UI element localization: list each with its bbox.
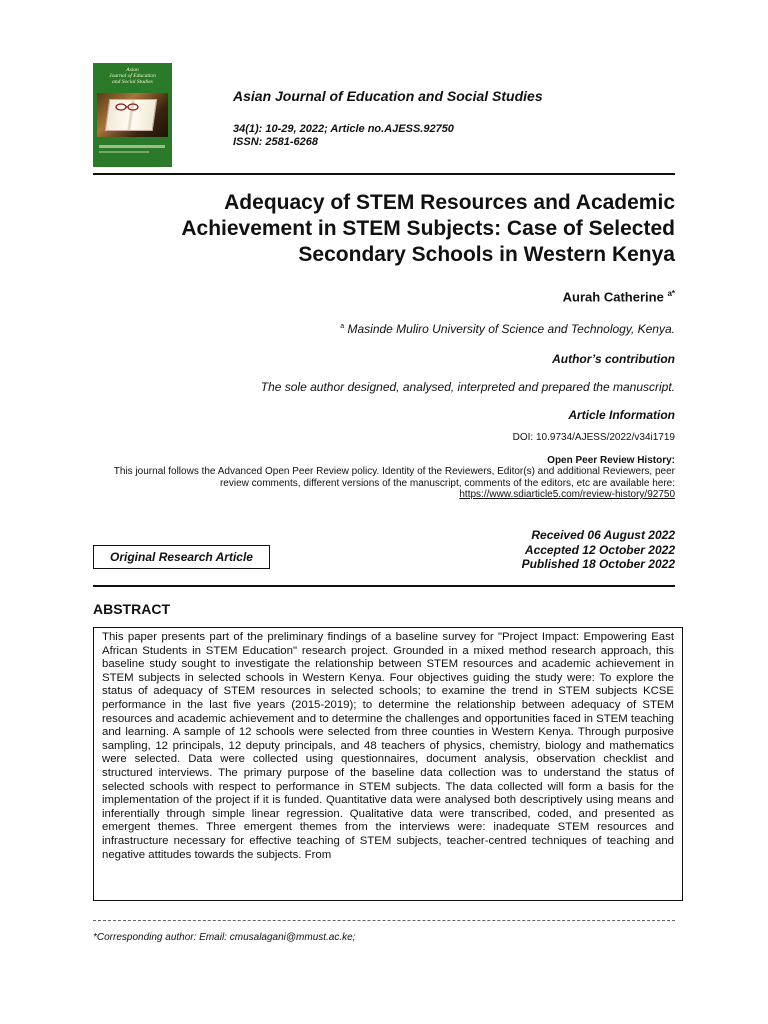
journal-cover-image (93, 63, 172, 167)
article-title: Adequacy of STEM Resources and Academic Achievement in STEM Subjects: Case of Selected Secondary Schools in Western Kenya (181, 191, 675, 266)
cover-title: Asian Journal of Education and Social Studies (109, 67, 156, 85)
cover-decoration (99, 145, 165, 148)
article-dates: Received 06 August 2022 Accepted 12 October 2022 Published 18 October 2022 (521, 528, 675, 571)
cover-decoration (99, 151, 149, 153)
article-info-heading: Article Information (568, 408, 675, 422)
author-affiliation: $^a$ Masinde Muliro University of Science and Technology, Kenya. (340, 322, 675, 336)
journal-issue: 34(1): 10-29, 2022; Article no.AJESS.92750 ISSN: 2581-6268 (233, 123, 454, 148)
glasses-icon (115, 103, 139, 111)
peer-review-heading: Open Peer Review History: (547, 455, 675, 466)
header-divider (93, 173, 675, 175)
abstract-heading: ABSTRACT (93, 601, 170, 617)
abstract-text: This paper presents part of the preliminary findings of a baseline survey for "Project Impact: Empowering East African Students in STEM Education" research project. Grounded in a mixed method research approach, this baseline study sought to investigate the relationship between STEM resources and academic achievement in STEM subjects in selected schools in Western Kenya. Four objectives guiding the study were: To explore the status of adequacy of STEM resources in selected schools; to examine the trend in STEM subjects KCSE performance in the last five years (2015-2019); to determine the relationship between adequacy of STEM resources and academic achievement and to determine the challenges and opportunities faced in STEM teaching and learning. A sample of 12 schools were selected from three counties in Western Kenya. Through purposive sampling, 12 principals, 12 deputy principals, and 48 teachers of physics, chemistry, biology and mathematics were selected. Data were collected using questionnaires, document analysis, observation checklist and structured interviews. The primary purpose of the baseline data collection was to understand the status of selected schools with respect to performance in STEM subjects. The data collected will form a basis for the implementation of the project if it is funded. Quantitative data were analysed both descriptively using means and inferentially through simple linear regression. Qualitative data were transcribed, coded, and presented as emergent themes. Three emergent themes from the interviews were: inadequate STEM resources and infrastructure necessary for effective teaching of STEM subjects, teacher-centred techniques of teaching and negative attitudes towards the subjects. From (93, 627, 683, 901)
journal-name: Asian Journal of Education and Social Studies (233, 88, 543, 104)
author-name: Aurah Catherine $^{a*}$ (562, 289, 675, 305)
peer-review-text: This journal follows the Advanced Open Peer Review policy. Identity of the Reviewers, Editor(s) and additional Reviewers, peer review comments, different versions of the manuscript, comments of the editors, etc are available here: https://www.sdiarticle5.com/review-history/92750 (113, 466, 675, 500)
contribution-heading: Author’s contribution (552, 352, 675, 366)
contribution-text: The sole author designed, analysed, interpreted and prepared the manuscript. (260, 380, 675, 394)
corresponding-author-footnote: *Corresponding author: Email: cmusalagani@mmust.ac.ke; (93, 932, 356, 943)
footnote-divider (93, 920, 675, 921)
section-divider (93, 585, 675, 587)
doi: DOI: 10.9734/AJESS/2022/v34i1719 (512, 432, 675, 443)
review-history-link[interactable]: https://www.sdiarticle5.com/review-history/92750 (459, 489, 675, 500)
article-type-badge: Original Research Article (93, 545, 270, 569)
